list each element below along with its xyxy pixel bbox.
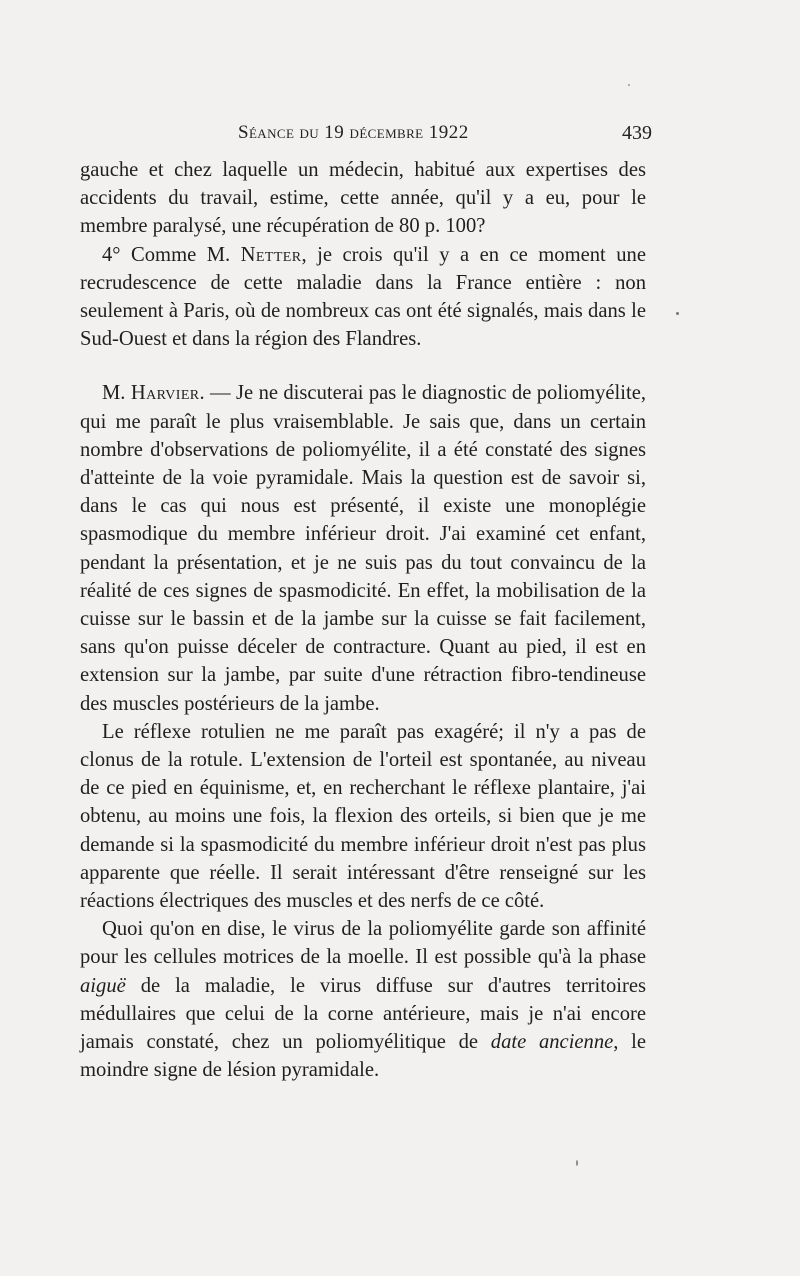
page-number: 439 [622, 122, 652, 144]
paragraph-harvier [80, 379, 646, 717]
paragraph-harvier-lead: M. [102, 382, 126, 405]
running-head-seance: Séance du [238, 122, 320, 143]
paragraph-netter-text: , je crois qu'il y a en ce moment une recrudescence de cette maladie dans la France entière : non seulement à Paris, où de nombreux cas ont été signalés, mais dans le Sud-Ouest et dans la région des Flandres. [80, 243, 646, 351]
paper-speck [676, 312, 679, 315]
paragraph-continuation: gauche et chez laquelle un médecin, habitué aux expertises des accidents du travail, estime, cette année, qu'il y a eu, pour le membre paralysé, une récupération de 80 p. 100? [80, 159, 646, 238]
paragraph-netter [80, 241, 646, 354]
italic-date-ancienne: date ancienne [490, 1031, 614, 1054]
paragraph-harvier-text: . — Je ne discuterai pas le diagnostic de poliomyélite, qui me paraît le plus vraisemblable. Je sais que, dans un certain nombre d'observations de poliomyélite, il a été constaté des signes d'atteinte de la voie pyramidale. Mais la question est de savoir si, dans le cas qui nous est présenté, il existe une monoplégie spasmodique du membre inférieur droit. J'ai examiné cet enfant, pendant la présentation, et je ne suis pas du tout convaincu de la réalité de ces signes de spasmodicité. En effet, la mobilisation de la cuisse sur le bassin et de la jambe sur la cuisse se fait facilement, sans qu'on puisse déceler de contracture. Quant au pied, il est en extension sur la jambe, par suite d'une rétraction fibro-tendineuse des muscles postérieurs de la jambe. [80, 382, 646, 715]
body-text [80, 156, 646, 1085]
speaker-name-harvier: Harvier [130, 382, 200, 405]
paragraph-virus-c: , le moindre signe de lésion pyramidale. [80, 1031, 647, 1082]
paper-speck [576, 1160, 578, 1166]
running-head-month: décembre [349, 122, 424, 143]
paragraph-netter-lead: 4° Comme M. [102, 243, 231, 266]
paragraph-virus-b: de la maladie, le virus diffuse sur d'autres territoires médullaires que celui de la corne antérieure, mais je n'ai encore jamais constaté, chez un poliomyélitique de [80, 974, 646, 1054]
running-head [238, 122, 469, 144]
running-head-day: 19 [324, 122, 345, 143]
speaker-name-netter: Netter [240, 243, 302, 266]
paper-speck [628, 84, 630, 86]
paragraph-virus [80, 915, 646, 1084]
page-header [80, 120, 652, 148]
italic-aigue: aiguë [80, 974, 126, 997]
running-head-year: 1922 [428, 122, 469, 143]
paragraph-reflexe: Le réflexe rotulien ne me paraît pas exagéré; il n'y a pas de clonus de la rotule. L'extension de l'orteil est spontanée, au niveau de ce pied en équinisme, et, en recherchant le réflexe plantaire, j'ai obtenu, au moins une fois, la flexion des orteils, si bien que je me demande si la spasmodicité du membre inférieur droit n'est pas plus apparente que réelle. Il serait intéressant d'être renseigné sur les réactions électriques des muscles et des nerfs de ce côté. [80, 720, 646, 913]
paragraph-virus-a: Quoi qu'on en dise, le virus de la poliomyélite garde son affinité pour les cellules motrices de la moelle. Il est possible qu'à la phase [80, 918, 646, 969]
